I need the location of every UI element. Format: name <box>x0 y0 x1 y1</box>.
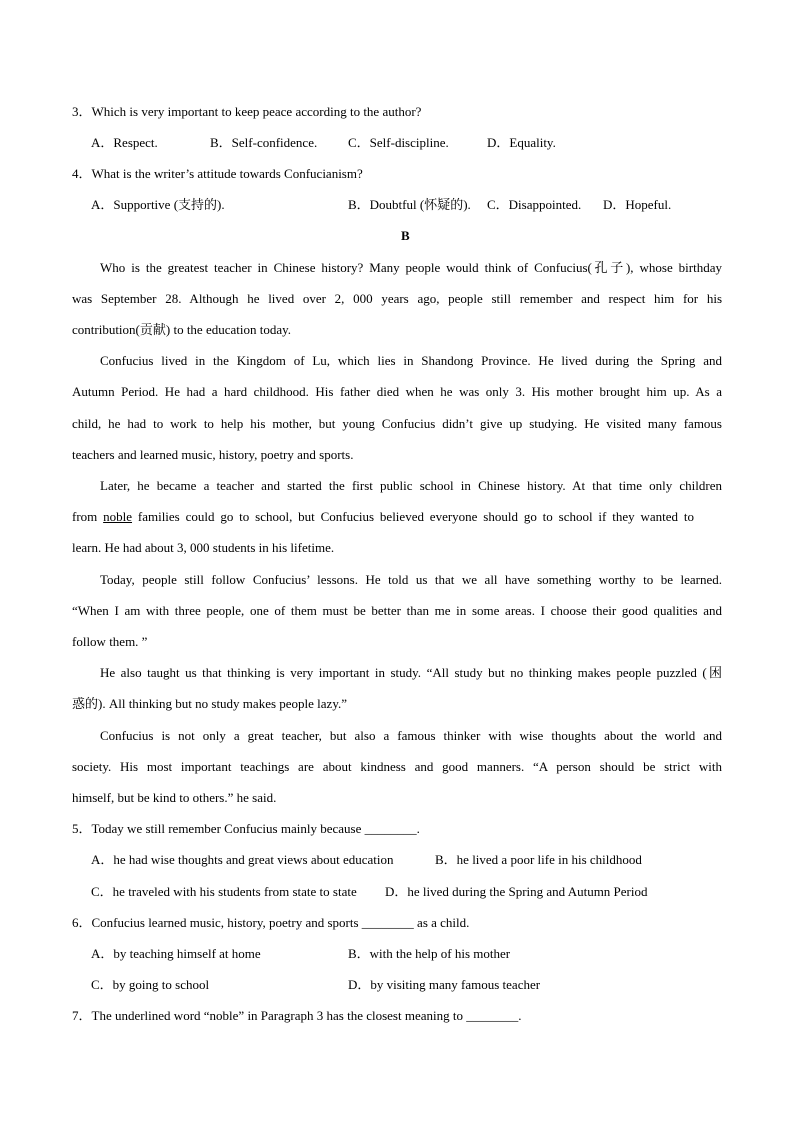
passage-line: Confucius lived in the Kingdom of Lu, which lies in Shandong Province. He lived during the Spring and <box>100 353 722 368</box>
passage-line: Confucius is not only a great teacher, but also a famous thinker with wise thoughts about the world and <box>100 728 722 743</box>
passage-line: contribution(贡献) to the education today. <box>72 322 292 337</box>
passage-line: learn. He had about 3, 000 students in his lifetime. <box>72 540 335 555</box>
question-5-option-d: D．he lived during the Spring and Autumn Period <box>385 884 648 899</box>
question-6-stem: 6．Confucius learned music, history, poetry and sports ________ as a child. <box>72 915 470 930</box>
question-4-option-a: A．Supportive (支持的). <box>91 197 225 212</box>
passage-line: society. His most important teachings are about kindness and good manners. “A person should be strict with <box>72 759 722 774</box>
question-3-option-a: A．Respect. <box>91 135 158 150</box>
question-5-option-b: B．he lived a poor life in his childhood <box>435 852 642 867</box>
passage-text: families could go to school, but Confucius believed everyone should go to school if they wanted to <box>132 509 694 524</box>
passage-line: child, he had to work to help his mother, but young Confucius didn’t give up studying. He visited many famous <box>72 416 722 431</box>
question-3-option-d: D．Equality. <box>487 135 556 150</box>
passage-line: “When I am with three people, one of them must be better than me in some areas. I choose their good qualities and <box>72 603 722 618</box>
question-4-option-d: D．Hopeful. <box>603 197 672 212</box>
passage-line-with-underline <box>72 508 722 526</box>
passage-line: was September 28. Although he lived over 2, 000 years ago, people still remember and respect him for his <box>72 291 722 306</box>
question-6-option-d: D．by visiting many famous teacher <box>348 977 541 992</box>
question-4-option-b: B．Doubtful (怀疑的). <box>348 197 471 212</box>
section-title: B <box>401 228 410 243</box>
question-6-option-a: A．by teaching himself at home <box>91 946 261 961</box>
passage-line: teachers and learned music, history, poetry and sports. <box>72 447 354 462</box>
question-3-stem: 3．Which is very important to keep peace according to the author? <box>72 104 422 119</box>
question-6-option-b: B．with the help of his mother <box>348 946 511 961</box>
question-4-option-c: C．Disappointed. <box>487 197 582 212</box>
question-3-option-c: C．Self-discipline. <box>348 135 449 150</box>
passage-line: Autumn Period. He had a hard childhood. His father died when he was only 3. His mother brought him up. As a <box>72 384 722 399</box>
question-4-stem: 4．What is the writer’s attitude towards Confucianism? <box>72 166 363 181</box>
passage-line: himself, but be kind to others.” he said. <box>72 790 277 805</box>
passage-line: He also taught us that thinking is very important in study. “All study but no thinking makes people puzzled (困 <box>100 665 722 680</box>
question-6-option-c: C．by going to school <box>91 977 210 992</box>
passage-line: Today, people still follow Confucius’ lessons. He told us that we all have something worthy to be learned. <box>100 572 722 587</box>
passage-line: Who is the greatest teacher in Chinese history? Many people would think of Confucius(孔子), whose birthday <box>100 260 722 275</box>
passage-line: Later, he became a teacher and started the first public school in Chinese history. At that time only children <box>100 478 722 493</box>
question-5-option-a: A．he had wise thoughts and great views about education <box>91 852 394 867</box>
question-5-stem: 5．Today we still remember Confucius mainly because ________. <box>72 821 420 836</box>
question-7-stem: 7．The underlined word “noble” in Paragraph 3 has the closest meaning to ________. <box>72 1008 522 1023</box>
question-5-option-c: C．he traveled with his students from state to state <box>91 884 357 899</box>
underlined-word-noble: noble <box>103 509 133 524</box>
passage-text: from <box>72 509 104 524</box>
question-3-option-b: B．Self-confidence. <box>210 135 318 150</box>
passage-line: 惑的). All thinking but no study makes people lazy.” <box>72 696 347 711</box>
passage-line: follow them. ” <box>72 634 148 649</box>
